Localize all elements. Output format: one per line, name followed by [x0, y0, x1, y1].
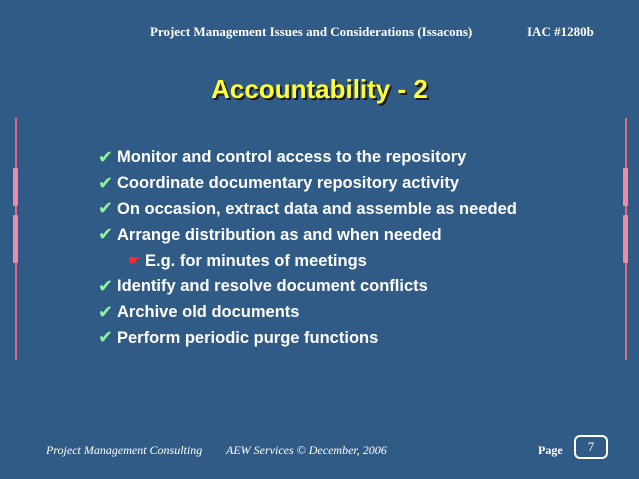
bullet-text: Perform periodic purge functions	[117, 328, 379, 347]
bullet-item	[98, 326, 517, 352]
bullet-text: E.g. for minutes of meetings	[145, 251, 367, 270]
pointing-hand-icon: ☛	[128, 253, 141, 270]
page-number: 7	[587, 439, 595, 454]
bullet-text: Arrange distribution as and when needed	[117, 225, 442, 244]
bullet-item	[98, 197, 517, 223]
check-icon: ✔	[98, 301, 114, 323]
left-side-rule-accent-upper	[13, 168, 18, 206]
check-icon: ✔	[98, 146, 114, 168]
footer-company: Project Management Consulting	[46, 443, 203, 457]
footer-page-label: Page	[538, 443, 563, 457]
bullet-text: Coordinate documentary repository activity	[117, 174, 459, 193]
bullet-text: Monitor and control access to the repository	[117, 148, 467, 167]
page-number-box	[574, 435, 608, 459]
check-icon: ✔	[98, 275, 114, 297]
slide-title: Accountability - 2	[211, 74, 428, 104]
check-icon: ✔	[98, 224, 114, 246]
bullet-item	[98, 274, 517, 300]
bullet-item	[98, 222, 517, 248]
bullet-list	[98, 145, 517, 351]
bullet-text: On occasion, extract data and assemble as needed	[117, 199, 517, 218]
bullet-text: Identify and resolve document conflicts	[117, 277, 428, 296]
check-icon: ✔	[98, 198, 114, 220]
footer-copyright: AEW Services © December, 2006	[226, 443, 387, 457]
right-side-rule-accent-lower	[623, 215, 628, 263]
left-side-rule-accent-lower	[13, 215, 18, 263]
check-icon: ✔	[98, 327, 114, 349]
bullet-item	[98, 145, 517, 171]
header-title: Project Management Issues and Considerations (Issacons)	[150, 24, 473, 39]
bullet-text: Archive old documents	[117, 303, 300, 322]
header-code: IAC #1280b	[527, 24, 594, 39]
right-side-rule-accent-upper	[623, 168, 628, 206]
sub-bullet-item	[98, 248, 517, 274]
bullet-item	[98, 171, 517, 197]
bullet-item	[98, 300, 517, 326]
check-icon: ✔	[98, 172, 114, 194]
